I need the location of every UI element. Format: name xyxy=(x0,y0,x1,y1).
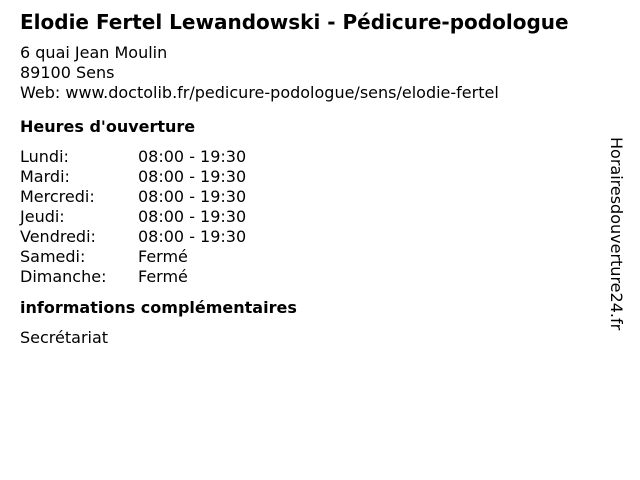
day-label: Dimanche: xyxy=(20,267,107,286)
hours-row-saturday xyxy=(20,247,610,267)
hours-row-monday xyxy=(20,147,610,167)
address-street: 6 quai Jean Moulin xyxy=(20,43,168,62)
address-block xyxy=(20,43,610,103)
day-hours: 08:00 - 19:30 xyxy=(138,187,247,206)
page-title: Elodie Fertel Lewandowski - Pédicure-podologue xyxy=(20,10,569,34)
brand-watermark: Horairesdouverture24.fr xyxy=(607,137,626,331)
day-hours: 08:00 - 19:30 xyxy=(138,167,247,186)
day-label: Jeudi: xyxy=(20,207,65,226)
hours-row-friday xyxy=(20,227,610,247)
hours-row-thursday xyxy=(20,207,610,227)
opening-hours-heading: Heures d'ouverture xyxy=(20,117,196,136)
day-hours: Fermé xyxy=(138,267,188,286)
address-city: 89100 Sens xyxy=(20,63,115,82)
day-label: Samedi: xyxy=(20,247,86,266)
website-line: Web: www.doctolib.fr/pedicure-podologue/sens/elodie-fertel xyxy=(20,83,499,102)
additional-info-heading: informations complémentaires xyxy=(20,298,297,317)
day-hours: 08:00 - 19:30 xyxy=(138,147,247,166)
day-hours: 08:00 - 19:30 xyxy=(138,227,247,246)
hours-row-sunday xyxy=(20,267,610,287)
hours-row-tuesday xyxy=(20,167,610,187)
additional-info-text: Secrétariat xyxy=(20,328,109,347)
hours-row-wednesday xyxy=(20,187,610,207)
day-label: Lundi: xyxy=(20,147,69,166)
day-hours: 08:00 - 19:30 xyxy=(138,207,247,226)
day-label: Vendredi: xyxy=(20,227,96,246)
day-label: Mercredi: xyxy=(20,187,95,206)
day-hours: Fermé xyxy=(138,247,188,266)
practitioner-card xyxy=(20,10,610,348)
opening-hours-list xyxy=(20,147,610,287)
day-label: Mardi: xyxy=(20,167,70,186)
